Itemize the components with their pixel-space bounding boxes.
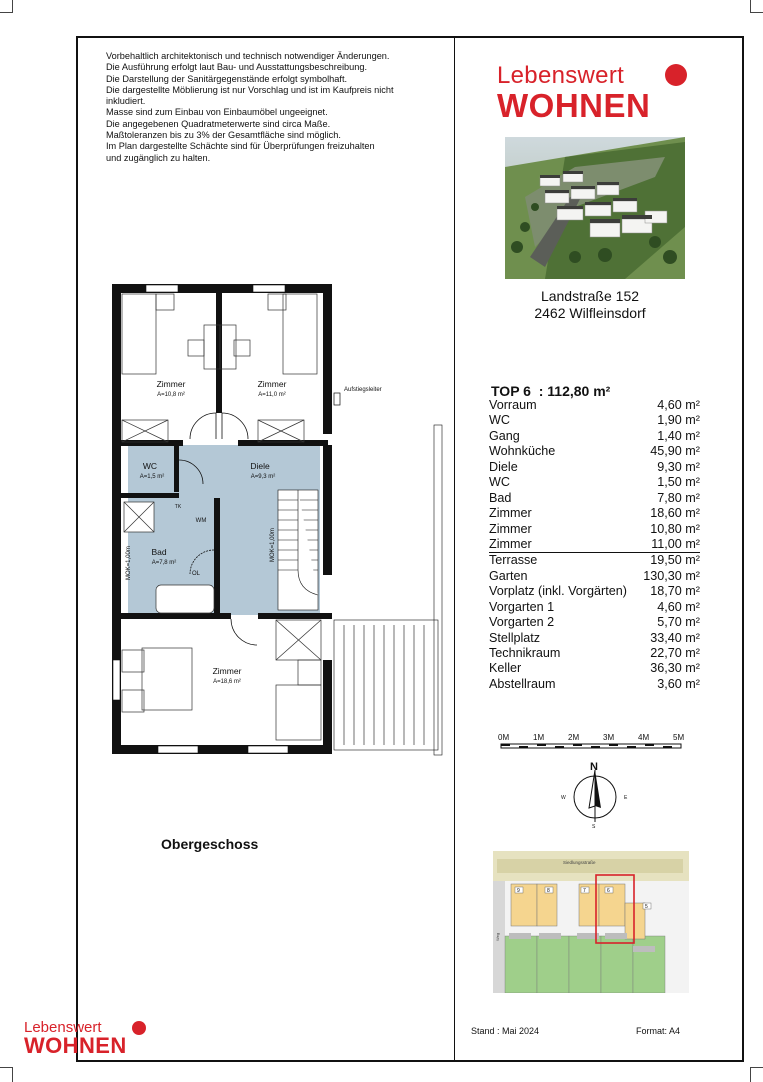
room-row	[489, 677, 700, 692]
room-area: 3,60 m²	[657, 676, 700, 691]
room-name: Zimmer	[489, 506, 532, 521]
room-area: 1,50 m²	[657, 475, 700, 490]
crop-mark-top-right	[750, 0, 763, 13]
plan-label-ol: OL	[191, 571, 201, 577]
room-row	[489, 491, 700, 506]
scale-tick-label: 5M	[673, 733, 685, 742]
scale-tick-label: 1M	[533, 733, 545, 742]
brand-logo	[497, 64, 650, 122]
room-area: 33,40 m²	[650, 630, 700, 645]
scale-tick-label: 4M	[638, 733, 650, 742]
room-area: 18,70 m²	[650, 584, 700, 599]
room-area: 1,90 m²	[657, 413, 700, 428]
room-name: Zimmer	[489, 536, 532, 551]
room-area-wc: A=1,5 m²	[139, 474, 165, 480]
room-area: 36,30 m²	[650, 661, 700, 676]
site-lot-label: 8	[547, 888, 550, 894]
site-street-label: Siedlungsstraße	[563, 860, 596, 865]
room-row	[489, 661, 700, 676]
room-area: 7,80 m²	[657, 490, 700, 505]
room-name: Vorraum	[489, 398, 537, 412]
footer-date: Stand : Mai 2024	[471, 1026, 540, 1036]
compass-s: S	[592, 824, 596, 830]
room-name: Gang	[489, 428, 520, 443]
plan-label-wm: WM	[195, 518, 207, 524]
note-line: Maßtoleranzen bis zu 3% der Gesamtfläche sind möglich.	[106, 130, 341, 141]
room-row	[489, 600, 700, 615]
room-name: Wohnküche	[489, 444, 556, 459]
note-line: Im Plan dargestellte Schächte sind für Überprüfungen freizuhalten	[106, 141, 375, 152]
room-row	[489, 506, 700, 521]
scale-tick-label: 0M	[498, 733, 510, 742]
brand-logo-line2: WOHNEN	[497, 87, 651, 124]
room-name: Zimmer	[489, 521, 532, 536]
address-city: 2462 Wilfleinsdorf	[534, 305, 646, 321]
room-name: Technikraum	[489, 646, 561, 660]
room-row	[489, 398, 700, 413]
room-name: WC	[489, 413, 510, 428]
room-area: 45,90 m²	[650, 444, 700, 459]
brand-logo-small-line1: Lebenswert	[24, 1019, 102, 1036]
note-line: Masse sind zum Einbau von Einbaumöbel ungeeignet.	[106, 107, 328, 118]
room-row	[489, 444, 700, 459]
room-area: 130,30 m²	[643, 568, 700, 583]
address-street: Landstraße 152	[540, 288, 640, 304]
site-lot-label: 5	[645, 904, 648, 910]
room-row	[489, 631, 700, 646]
scale-tick-label: 3M	[603, 733, 615, 742]
site-lot-label: 6	[607, 888, 610, 894]
sheet-divider	[454, 36, 455, 1062]
disclaimer-notes	[106, 51, 436, 164]
room-row	[489, 569, 700, 584]
brand-logo-small-line2: WOHNEN	[24, 1033, 127, 1058]
room-row	[489, 460, 700, 475]
room-name: Garten	[489, 568, 528, 583]
compass-e: E	[624, 795, 628, 801]
site-lot-label: 7	[583, 888, 586, 894]
room-area: 18,60 m²	[650, 506, 700, 521]
compass-w: W	[561, 795, 566, 801]
room-row	[489, 646, 700, 661]
room-name: WC	[489, 475, 510, 490]
room-row	[489, 537, 700, 552]
scale-tick-label: 2M	[568, 733, 580, 742]
room-row	[489, 522, 700, 537]
room-area: 5,70 m²	[657, 615, 700, 630]
plan-label-mok-bad: MOK=1,00m	[126, 546, 132, 580]
brand-seal-icon	[665, 64, 687, 86]
room-area-zimmer-right: A=11,0 m²	[258, 392, 286, 398]
room-area: 11,00 m²	[651, 536, 700, 551]
brand-logo-small	[24, 1020, 127, 1057]
note-line: Die Ausführung erfolgt laut Bau- und Ausstattungsbeschreibung.	[106, 62, 367, 73]
note-line: und zugänglich zu halten.	[106, 152, 211, 163]
plan-label-mok-stair: MOK=1,00m	[270, 528, 276, 562]
room-area-zimmer-big: A=18,6 m²	[213, 679, 241, 685]
scale-bar	[496, 731, 696, 758]
room-name: Stellplatz	[489, 630, 541, 645]
room-row	[489, 615, 700, 630]
room-label-zimmer-big: Zimmer	[212, 666, 242, 676]
room-name: Diele	[489, 459, 518, 474]
room-row	[489, 552, 700, 568]
room-area-list	[489, 398, 700, 692]
room-label-bad: Bad	[151, 547, 167, 557]
room-name: Vorplatz (inkl. Vorgärten)	[489, 584, 627, 599]
note-line: Die dargestellte Möblierung ist nur Vorschlag und ist im Kaufpreis nicht	[106, 84, 394, 95]
note-line: inkludiert.	[106, 96, 146, 107]
room-area: 4,60 m²	[657, 599, 700, 614]
room-area: 19,50 m²	[650, 553, 700, 568]
room-area: 22,70 m²	[650, 646, 700, 660]
room-area-zimmer-left: A=10,8 m²	[157, 392, 185, 398]
note-line: Die Darstellung der Sanitärgegenstände erfolgt symbolhaft.	[106, 73, 348, 84]
room-name: Vorgarten 1	[489, 599, 555, 614]
room-label-wc: WC	[142, 461, 158, 471]
room-label-zimmer-right: Zimmer	[257, 379, 287, 389]
room-name: Keller	[489, 661, 522, 676]
room-row	[489, 475, 700, 490]
room-name: Terrasse	[489, 553, 538, 568]
site-side-label: Weg	[495, 932, 500, 941]
room-area: 1,40 m²	[657, 428, 700, 443]
floor-plan	[108, 280, 448, 765]
room-label-zimmer-left: Zimmer	[156, 379, 186, 389]
footer-format: Format: A4	[636, 1026, 681, 1036]
room-row	[489, 584, 700, 599]
room-name: Abstellraum	[489, 676, 556, 691]
room-label-diele: Diele	[250, 461, 270, 471]
room-row	[489, 413, 700, 428]
crop-mark-top-left	[0, 0, 13, 13]
room-area: 9,30 m²	[657, 459, 700, 474]
room-area-bad: A=7,8 m²	[151, 560, 177, 566]
site-plan	[493, 851, 689, 998]
room-name: Vorgarten 2	[489, 615, 555, 630]
north-arrow-icon	[558, 760, 638, 835]
room-area-diele: A=9,3 m²	[250, 474, 276, 480]
plan-label-tk: TK	[174, 504, 182, 510]
brand-seal-small-icon	[132, 1021, 146, 1035]
room-name: Bad	[489, 490, 512, 505]
plan-label-ladder: Aufstiegsleiter	[344, 387, 382, 393]
unit-title: TOP 6 : 112,80 m²	[491, 383, 611, 399]
room-area: 4,60 m²	[657, 398, 700, 412]
room-row	[489, 429, 700, 444]
site-lot-label: 9	[517, 888, 520, 894]
aerial-rendering	[505, 137, 685, 279]
compass-n: N	[590, 761, 598, 773]
room-area: 10,80 m²	[650, 521, 700, 536]
floor-label: Obergeschoss	[161, 836, 259, 852]
note-line: Die angegebenen Quadratmeterwerte sind circa Maße.	[106, 118, 331, 129]
brand-logo-line1: Lebenswert	[497, 62, 625, 89]
note-line: Vorbehaltlich architektonisch und technisch notwendiger Änderungen.	[106, 51, 390, 61]
